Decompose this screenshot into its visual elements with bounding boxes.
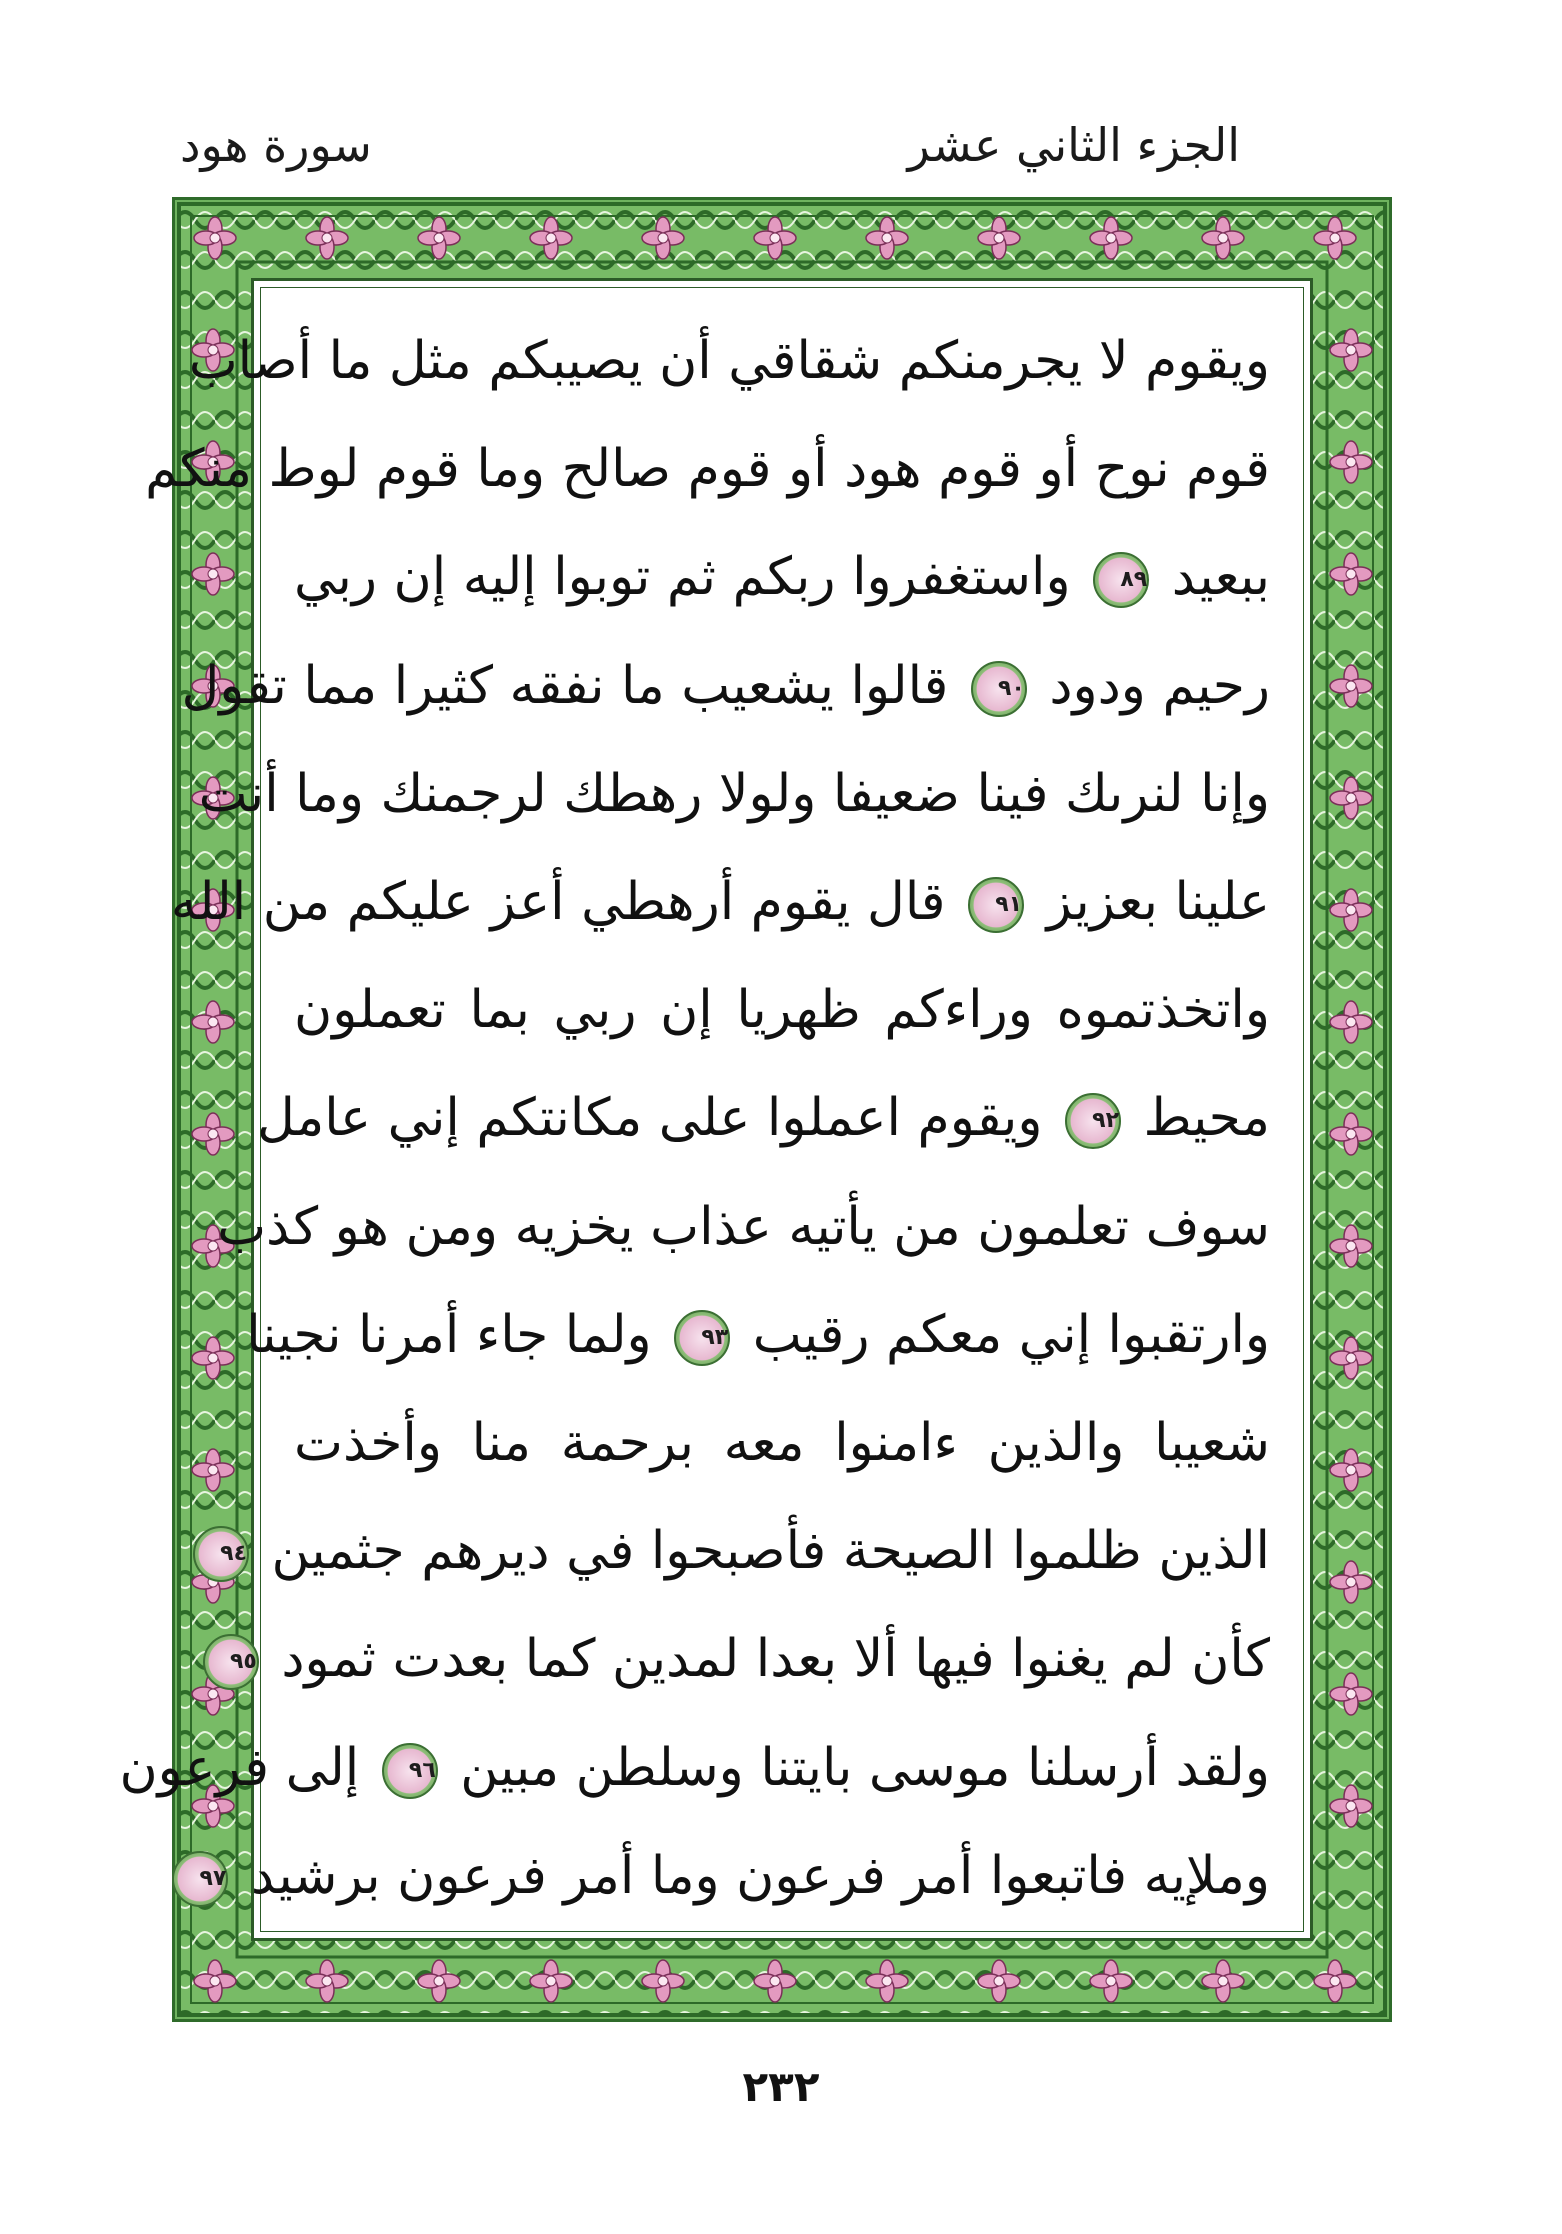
verse-text: إلى فرعون xyxy=(119,1737,376,1798)
verse-text: ولما جاء أمرنا نجينا xyxy=(246,1304,669,1365)
verse-text: ولقد أرسلنا موسى بايتنا وسلطن مبين xyxy=(443,1737,1270,1798)
verse-text: قالوا يشعيب ما نفقه كثيرا مما تقول xyxy=(181,655,965,716)
verse-line xyxy=(199,1822,1270,1930)
juz-title: الجزء الثاني عشر xyxy=(907,118,1240,172)
verse-line xyxy=(294,1389,1270,1497)
ayah-number-marker: ٩٤ xyxy=(193,1526,249,1582)
verse-line xyxy=(256,1064,1270,1172)
verse-text: وملإيه فاتبعوا أمر فرعون وما أمر فرعون برشيد xyxy=(234,1845,1270,1906)
verse-line xyxy=(188,307,1270,415)
verse-text: وارتقبوا إني معكم رقيب xyxy=(736,1304,1270,1365)
verse-text: قوم نوح أو قوم هود أو قوم صالح وما قوم لوط منكم xyxy=(145,439,1270,500)
verse-line xyxy=(246,1281,1270,1389)
verse-text: قال يقوم أرهطي أعز عليكم من الله xyxy=(170,872,963,932)
ayah-number-marker: ٨٩ xyxy=(1093,552,1149,608)
ayah-number-marker: ٩٣ xyxy=(674,1310,730,1366)
verse-text: سوف تعلمون من يأتيه عذاب يخزيه ومن هو كذب xyxy=(217,1196,1270,1257)
verse-text: واستغفروا ربكم ثم توبوا إليه إن ربي xyxy=(294,547,1088,608)
verse-text: ويقوم اعملوا على مكانتكم إني عامل xyxy=(256,1088,1059,1149)
verse-line xyxy=(220,1497,1270,1605)
verse-text: علينا بعزيز xyxy=(1030,872,1270,932)
verse-line xyxy=(170,848,1270,956)
verse-text: ويقوم لا يجرمنكم شقاقي أن يصيبكم مثل ما أصاب xyxy=(188,331,1270,391)
verse-line xyxy=(119,1714,1270,1822)
ayah-number-marker: ٩٧ xyxy=(172,1851,228,1907)
ayah-number-marker: ٩٠ xyxy=(971,661,1027,717)
verse-text: الذين ظلموا الصيحة فأصبحوا في ديرهم جثمين xyxy=(255,1521,1270,1582)
verse-line xyxy=(294,956,1270,1064)
verse-line xyxy=(230,1605,1270,1713)
verse-text: رحيم ودود xyxy=(1032,655,1270,716)
verse-text: وإنا لنرىك فينا ضعيفا ولولا رهطك لرجمنك وما أنت xyxy=(198,763,1270,824)
page-number: ٢٣٢ xyxy=(742,2062,820,2111)
ayah-number-marker: ٩٥ xyxy=(203,1634,259,1690)
text-panel xyxy=(119,278,1313,1941)
ayah-number-marker: ٩٢ xyxy=(1065,1093,1121,1149)
verse-line xyxy=(145,415,1270,523)
verse-text: واتخذتموه وراءكم ظهريا إن ربي بما تعملون xyxy=(294,980,1270,1041)
verse-text: كأن لم يغنوا فيها ألا بعدا لمدين كما بعدت ثمود xyxy=(264,1629,1270,1690)
verse-text: ببعيد xyxy=(1155,547,1271,608)
verse-text: شعيبا والذين ءامنوا معه برحمة منا وأخذت xyxy=(294,1413,1270,1473)
ayah-number-marker: ٩١ xyxy=(968,877,1024,933)
verse-text: محيط xyxy=(1127,1088,1270,1149)
ayah-number-marker: ٩٦ xyxy=(382,1743,438,1799)
verse-line xyxy=(181,632,1270,740)
verse-line xyxy=(217,1173,1270,1281)
verse-line xyxy=(198,740,1270,848)
surah-title: سورة هود xyxy=(180,118,372,172)
verse-line xyxy=(294,523,1270,631)
ornamental-frame xyxy=(119,197,1392,2022)
